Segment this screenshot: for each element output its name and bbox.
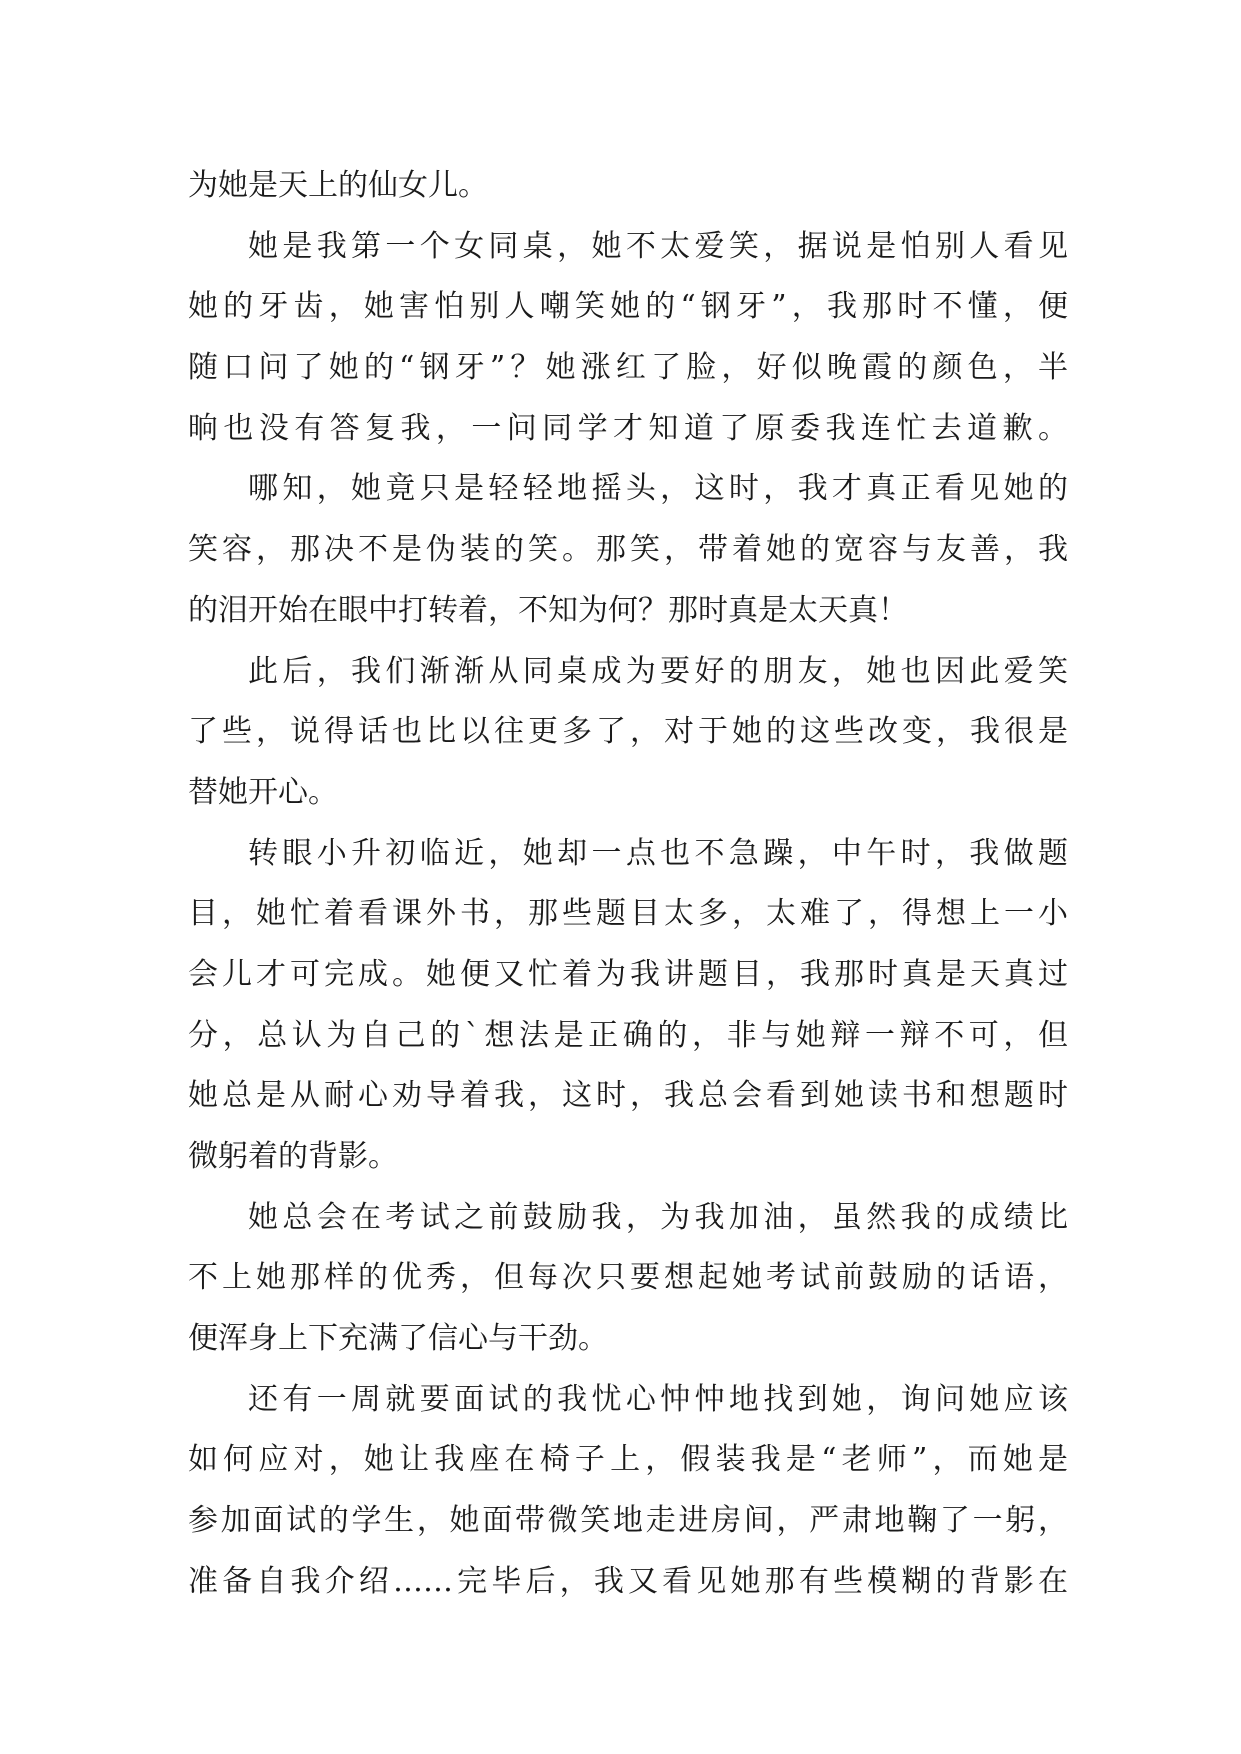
text-line: 参加面试的学生，她面带微笑地走进房间，严肃地鞠了一躬， bbox=[188, 1503, 1068, 1539]
text-line-paragraph-start: 此后，我们渐渐从同桌成为要好的朋友，她也因此爱笑 bbox=[248, 653, 1068, 689]
text-line-paragraph-end: 便浑身上下充满了信心与干劲。 bbox=[188, 1321, 608, 1357]
text-line: 不上她那样的优秀，但每次只要想起她考试前鼓励的话语， bbox=[188, 1260, 1068, 1296]
text-line-paragraph-start: 转眼小升初临近，她却一点也不急躁，中午时，我做题 bbox=[248, 835, 1068, 871]
text-line: 准备自我介绍……完毕后，我又看见她那有些模糊的背影在 bbox=[188, 1563, 1068, 1599]
text-line: 她的牙齿，她害怕别人嘲笑她的“钢牙”，我那时不懂，便 bbox=[188, 289, 1068, 325]
essay-body bbox=[188, 156, 1068, 1613]
text-line-paragraph-end: 微躬着的背影。 bbox=[188, 1139, 398, 1174]
text-line: 晌也没有答复我，一问同学才知道了原委我连忙去道歉。 bbox=[188, 410, 1068, 446]
text-line: 会儿才可完成。她便又忙着为我讲题目，我那时真是天真过 bbox=[188, 956, 1068, 992]
text-line-paragraph-end: 替她开心。 bbox=[188, 774, 338, 810]
text-line: 如何应对，她让我座在椅子上，假装我是“老师”，而她是 bbox=[188, 1442, 1068, 1478]
text-line-paragraph-start: 还有一周就要面试的我忧心忡忡地找到她，询问她应该 bbox=[248, 1381, 1068, 1417]
text-line-paragraph-end: 的泪开始在眼中打转着，不知为何？那时真是太天真！ bbox=[188, 592, 908, 628]
text-line-paragraph-start: 哪知，她竟只是轻轻地摇头，这时，我才真正看见她的 bbox=[248, 471, 1068, 507]
text-line-paragraph-start: 她是我第一个女同桌，她不太爱笑，据说是怕别人看见 bbox=[248, 228, 1068, 264]
text-line-paragraph-start: 她总会在考试之前鼓励我，为我加油，虽然我的成绩比 bbox=[248, 1199, 1068, 1235]
text-line: 了些，说得话也比以往更多了，对于她的这些改变，我很是 bbox=[188, 714, 1068, 750]
text-line: 分，总认为自己的`想法是正确的，非与她辩一辩不可，但 bbox=[188, 1017, 1068, 1053]
text-line: 目，她忙着看课外书，那些题目太多，太难了，得想上一小 bbox=[188, 896, 1068, 932]
text-line-paragraph-end: 为她是天上的仙女儿。 bbox=[188, 168, 488, 203]
text-line: 随口问了她的“钢牙”？她涨红了脸，好似晚霞的颜色，半 bbox=[188, 350, 1068, 386]
text-line: 笑容，那决不是伪装的笑。那笑，带着她的宽容与友善，我 bbox=[188, 532, 1068, 568]
text-line: 她总是从耐心劝导着我，这时，我总会看到她读书和想题时 bbox=[188, 1078, 1068, 1114]
